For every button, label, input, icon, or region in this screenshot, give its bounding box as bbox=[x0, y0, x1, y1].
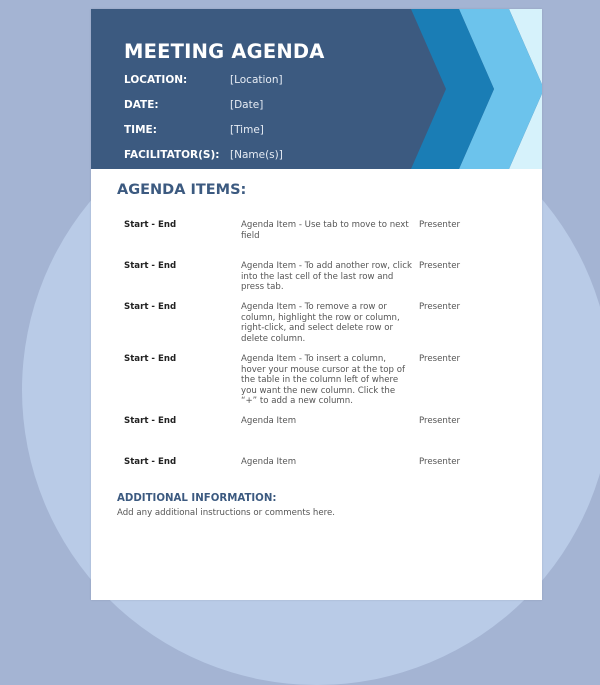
agenda-item-cell[interactable]: Agenda Item bbox=[241, 457, 297, 467]
agenda-presenter-cell[interactable]: Presenter bbox=[419, 457, 461, 467]
agenda-item-cell[interactable]: Agenda Item - To remove a row or column, highlight the row or column, right-click, and select delete row or delete column. bbox=[241, 302, 400, 344]
agenda-presenter-cell[interactable]: Presenter bbox=[419, 220, 461, 230]
header-banner bbox=[91, 9, 542, 169]
time-row bbox=[124, 124, 424, 140]
additional-information-heading: ADDITIONAL INFORMATION: bbox=[117, 493, 277, 504]
agenda-time-cell[interactable]: Start - End bbox=[124, 302, 177, 312]
additional-information-text[interactable]: Add any additional instructions or comments here. bbox=[117, 508, 336, 518]
agenda-item-cell[interactable]: Agenda Item - Use tab to move to next field bbox=[241, 220, 409, 241]
agenda-time-cell[interactable]: Start - End bbox=[124, 416, 177, 426]
facilitator-row bbox=[124, 149, 424, 165]
facilitator-label: FACILITATOR(S): bbox=[124, 149, 220, 161]
time-label: TIME: bbox=[124, 124, 157, 136]
agenda-presenter-cell[interactable]: Presenter bbox=[419, 302, 461, 312]
location-row bbox=[124, 74, 424, 90]
agenda-time-cell[interactable]: Start - End bbox=[124, 354, 177, 364]
agenda-document-page bbox=[91, 9, 542, 600]
agenda-item-cell[interactable]: Agenda Item - To insert a column, hover your mouse cursor at the top of the table in the column left of where you want the new column. Click the “+” to add a new column. bbox=[241, 354, 405, 407]
facilitator-field[interactable]: [Name(s)] bbox=[230, 149, 283, 161]
agenda-item-cell[interactable]: Agenda Item - To add another row, click into the last cell of the last row and press tab. bbox=[241, 261, 412, 293]
location-field[interactable]: [Location] bbox=[230, 74, 283, 86]
agenda-presenter-cell[interactable]: Presenter bbox=[419, 261, 461, 271]
agenda-presenter-cell[interactable]: Presenter bbox=[419, 354, 461, 364]
date-field[interactable]: [Date] bbox=[230, 99, 264, 111]
agenda-time-cell[interactable]: Start - End bbox=[124, 220, 177, 230]
date-row bbox=[124, 99, 424, 115]
agenda-time-cell[interactable]: Start - End bbox=[124, 457, 177, 467]
agenda-item-cell[interactable]: Agenda Item bbox=[241, 416, 297, 426]
agenda-presenter-cell[interactable]: Presenter bbox=[419, 416, 461, 426]
time-field[interactable]: [Time] bbox=[230, 124, 264, 136]
page-title: MEETING AGENDA bbox=[124, 40, 325, 63]
agenda-items-heading: AGENDA ITEMS: bbox=[117, 182, 247, 198]
agenda-time-cell[interactable]: Start - End bbox=[124, 261, 177, 271]
location-label: LOCATION: bbox=[124, 74, 188, 86]
date-label: DATE: bbox=[124, 99, 159, 111]
